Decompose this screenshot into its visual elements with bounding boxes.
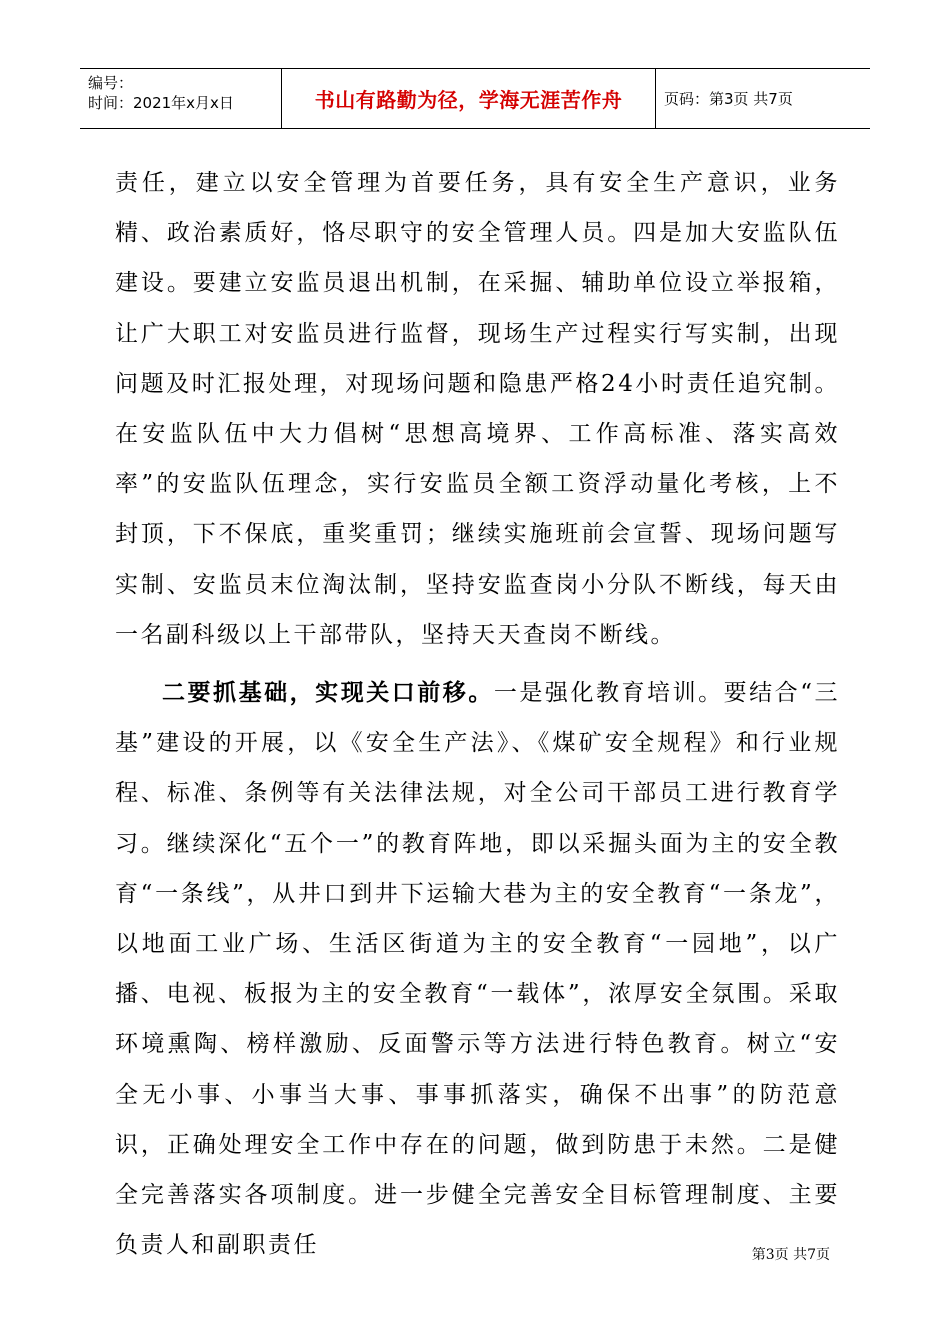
time-label: 时间：2021年x月x日 — [88, 94, 234, 112]
paragraph-1: 责任，建立以安全管理为首要任务，具有安全生产意识，业务精、政治素质好，恪尽职守的安全管理人员。四是加大安监队伍建设。要建立安监员退出机制，在采掘、辅助单位设立举报箱，让广大职工对安监员进行监督，现场生产过程实行写实制，出现问题及时汇报处理，对现场问题和隐患严格24小时责任追究制。在安监队伍中大力倡树“思想高境界、工作高标准、落实高效率”的安监队伍理念，实行安监员全额工资浮动量化考核，上不封顶，下不保底，重奖重罚；继续实施班前会宣誓、现场问题写实制、安监员末位淘汰制，坚持安监查岗小分队不断线，每天由一名副科级以上干部带队，坚持天天查岗不断线。 — [115, 170, 840, 648]
paragraph-2 — [115, 668, 840, 1270]
header-meta — [80, 69, 282, 128]
header-motto-cell — [282, 69, 656, 128]
paragraph-2-text: 一是强化教育培训。要结合“三基”建设的开展，以《安全生产法》、《煤矿安全规程》和行业规程、标准、条例等有关法律法规，对全公司干部员工进行教育学习。继续深化“五个一”的教育阵地，即以采掘头面为主的安全教育“一条线”，从井口到井下运输大巷为主的安全教育“一条龙”，以地面工业广场、生活区街道为主的安全教育“一园地”，以广播、电视、板报为主的安全教育“一载体”，浓厚安全氛围。采取环境熏陶、榜样激励、反面警示等方法进行特色教育。树立“安全无小事、小事当大事、事事抓落实，确保不出事”的防范意识，正确处理安全工作中存在的问题，做到防患于未然。二是健全完善落实各项制度。进一步健全完善安全目标管理制度、主要负责人和副职责任 — [115, 680, 841, 1259]
document-body — [115, 158, 840, 1270]
header-page-info: 页码：第3页 共7页 — [664, 90, 793, 108]
header-page-cell — [656, 69, 870, 128]
number-label: 编号： — [88, 74, 134, 92]
header-motto: 书山有路勤为径，学海无涯苦作舟 — [314, 88, 623, 112]
footer-page-number: 第3页 共7页 — [751, 1247, 830, 1263]
document-header — [80, 68, 870, 129]
paragraph-2-lead: 二要抓基础，实现关口前移。 — [162, 679, 494, 707]
